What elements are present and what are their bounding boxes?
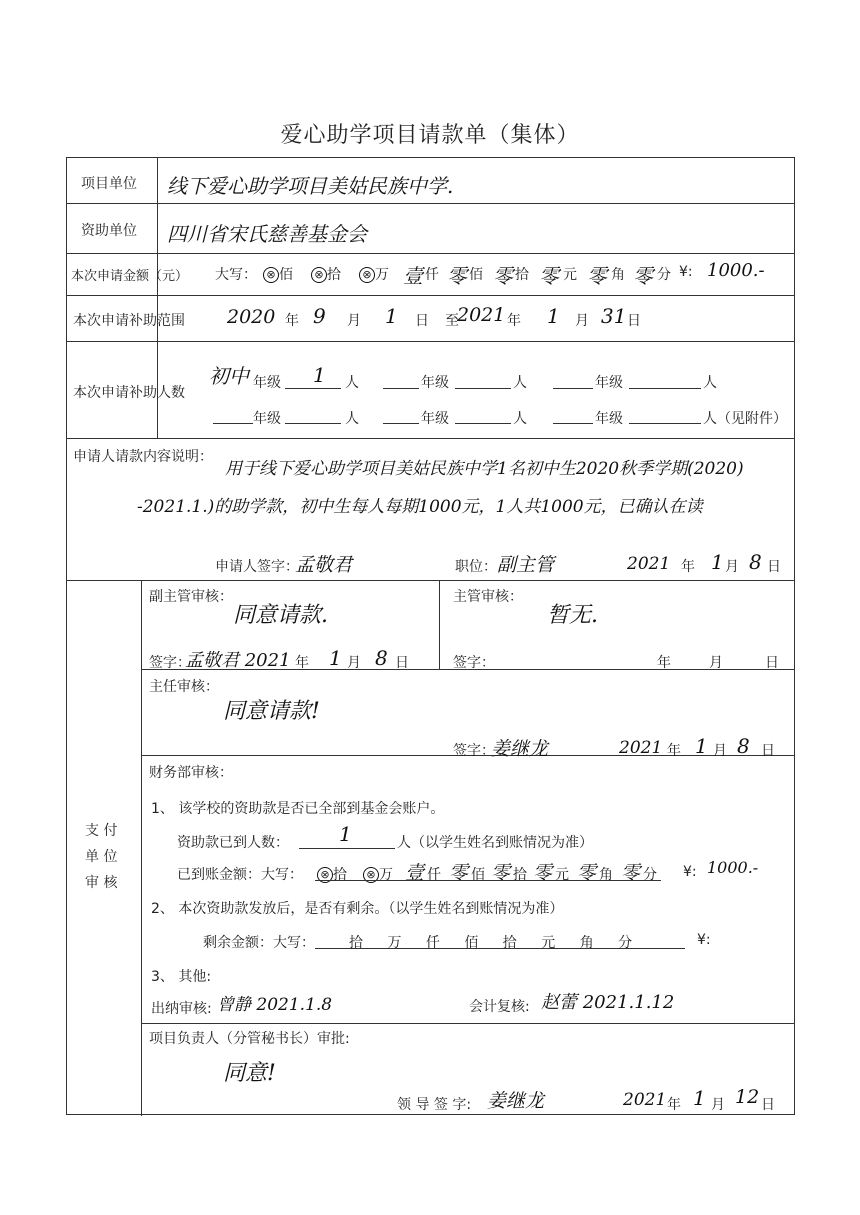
- label-accountant: 会计复核:: [469, 999, 530, 1015]
- hw-grade-1: 初中: [209, 364, 249, 388]
- hw-amt-shi: 零: [493, 264, 513, 288]
- supervisor-month: 月: [709, 655, 723, 671]
- underline: [299, 848, 395, 849]
- underline: [553, 423, 593, 424]
- hw-recv-fen: 零: [621, 862, 641, 884]
- hw-applicant-sign: 孟敬君: [295, 554, 353, 576]
- recv-circ-wan: ⊗ 万: [363, 864, 393, 884]
- amount-shi-label: 拾: [515, 267, 529, 283]
- hw-amt-fen: 零: [633, 264, 653, 288]
- underline: [629, 388, 701, 389]
- request-form: [66, 157, 795, 1115]
- received-people-note: 人（以学生姓名到账情况为准）: [397, 835, 593, 851]
- hw-director-sign: 姜继龙: [491, 738, 549, 760]
- amount-bai-label: 佰: [469, 267, 483, 283]
- hw-cashier: 曾静 2021.1.8: [217, 995, 333, 1015]
- row-divider: [141, 1023, 794, 1024]
- label-deputy-sign: 签字：: [149, 655, 191, 671]
- hw-recv-yuan: 零: [533, 862, 553, 884]
- underline: [213, 423, 253, 424]
- hw-range-d1: 1: [385, 304, 398, 328]
- label-amount: 本次申请金额（元）: [71, 269, 189, 284]
- range-month-2: 月: [575, 313, 589, 329]
- apply-month: 月: [725, 559, 739, 575]
- director-year: 年: [667, 743, 681, 759]
- hw-deputy-sign: 孟敬君 2021: [185, 650, 291, 671]
- count-grade-6: 年级: [595, 411, 623, 427]
- hw-director-m: 1: [695, 734, 708, 758]
- row-divider: [67, 253, 794, 254]
- hw-amt-jiao: 零: [587, 264, 607, 288]
- leader-month: 月: [711, 1097, 725, 1113]
- hw-deputy-d: 8: [375, 646, 388, 670]
- finance-q3: 3、 其他:: [151, 969, 212, 985]
- recv-circ-shi: ⊗ 拾: [317, 864, 347, 884]
- hw-project-unit: 线下爱心助学项目美姑民族中学.: [167, 174, 454, 198]
- hw-director-y: 2021: [619, 738, 663, 758]
- amount-jiao-label: 角: [611, 267, 625, 283]
- amount-qian-label: 仟: [425, 267, 439, 283]
- recv-bai-label: 佰: [471, 867, 485, 883]
- hw-position: 副主管: [497, 554, 555, 576]
- hw-explain-2: -2021.1.)的助学款，初中生每人每期1000元，1人共1000元，已确认在读: [137, 497, 703, 517]
- underline: [455, 423, 511, 424]
- hw-range-y2: 2021: [457, 304, 506, 326]
- leader-year: 年: [667, 1097, 681, 1113]
- recv-yuan-label: 元: [555, 867, 569, 883]
- label-deputy-review: 副主管审核：: [149, 589, 233, 605]
- count-person-5: 人: [513, 411, 527, 427]
- row-divider: [67, 203, 794, 204]
- count-person-3: 人: [703, 375, 717, 391]
- label-explain: 申请人请款内容说明：: [73, 449, 213, 465]
- recv-yen: ¥:: [683, 864, 697, 880]
- recv-fen-label: 分: [643, 867, 657, 883]
- hw-recv-people: 1: [339, 822, 352, 846]
- label-director-review: 主任审核：: [149, 679, 219, 695]
- supervisor-year: 年: [657, 655, 671, 671]
- hw-apply-d: 8: [749, 550, 762, 574]
- label-cashier: 出纳审核:: [151, 1001, 212, 1017]
- finance-q2: 2、 本次资助款发放后，是否有剩余。（以学生姓名到账情况为准）: [151, 901, 564, 917]
- finance-q1: 1、 该学校的资助款是否已全部到基金会账户。: [151, 801, 445, 817]
- label-received-amount: 已到账金额：大写：: [177, 867, 303, 883]
- director-month: 月: [713, 743, 727, 759]
- hw-range-y1: 2020: [227, 306, 276, 328]
- hw-explain-1: 用于线下爱心助学项目美姑民族中学1名初中生2020秋季学期(2020): [225, 459, 744, 479]
- hw-range-d2: 31: [601, 304, 627, 328]
- hw-deputy-comment: 同意请款.: [233, 603, 328, 628]
- label-supervisor-review: 主管审核：: [453, 589, 523, 605]
- label-applicant-sign: 申请人签字：: [215, 559, 299, 575]
- range-month-1: 月: [347, 313, 361, 329]
- apply-day: 日: [767, 559, 781, 575]
- label-project-unit: 项目单位: [81, 176, 137, 192]
- label-range: 本次申请补助范围: [73, 313, 185, 329]
- underline: [285, 388, 341, 389]
- hw-funding-unit: 四川省宋氏慈善基金会: [167, 222, 367, 246]
- label-leader-approval: 项目负责人（分管秘书长）审批:: [149, 1031, 350, 1047]
- underline: [383, 423, 419, 424]
- row-divider: [67, 341, 794, 342]
- underline: [315, 880, 661, 881]
- recv-shi-label: 拾: [513, 867, 527, 883]
- range-to: 至: [445, 313, 459, 329]
- deputy-day: 日: [395, 655, 409, 671]
- remain-units: 拾 万 仟 佰 拾 元 角 分: [349, 935, 633, 951]
- underline: [285, 423, 341, 424]
- hw-count-1: 1: [313, 363, 326, 387]
- apply-year: 年: [681, 559, 695, 575]
- hw-recv-num: 1000.-: [707, 858, 759, 877]
- amount-yuan-label: 元: [563, 267, 577, 283]
- amount-shi-group: ⊗ 拾: [311, 264, 341, 284]
- director-day: 日: [761, 743, 775, 759]
- hw-leader-y: 2021: [623, 1090, 667, 1110]
- row-divider: [67, 295, 794, 296]
- deputy-month: 月: [347, 655, 361, 671]
- count-grade-5: 年级: [421, 411, 449, 427]
- count-grade-4: 年级: [253, 411, 281, 427]
- deputy-year: 年: [295, 655, 309, 671]
- hw-leader-d: 12: [735, 1086, 760, 1108]
- hw-director-d: 8: [737, 734, 750, 758]
- hw-range-m2: 1: [547, 304, 560, 328]
- hw-amt-num: 1000.-: [707, 260, 765, 281]
- hw-apply-y: 2021: [627, 554, 671, 574]
- count-person-4: 人: [345, 411, 359, 427]
- side-label-pay-unit: 支 付 单 位 审 核: [85, 823, 118, 891]
- label-director-sign: 签字：: [453, 743, 495, 759]
- hw-amt-bai: 零: [447, 264, 467, 288]
- amount-daxie: 大写：: [215, 267, 257, 283]
- hw-amt-qian: 壹: [403, 264, 423, 288]
- count-person-attach: 人（见附件）: [703, 411, 787, 427]
- remain-yen: ¥:: [697, 932, 711, 948]
- underline: [553, 388, 593, 389]
- hw-supervisor-comment: 暂无.: [547, 603, 598, 628]
- range-day-1: 日: [415, 313, 429, 329]
- count-grade-1: 年级: [253, 375, 281, 391]
- hw-recv-bai: 零: [449, 862, 469, 884]
- label-finance-review: 财务部审核：: [149, 765, 233, 781]
- hw-director-comment: 同意请款!: [223, 699, 320, 724]
- hw-leader-m: 1: [693, 1086, 706, 1110]
- amount-bai-group: ⊗ 佰: [263, 264, 293, 284]
- hw-deputy-m: 1: [329, 646, 342, 670]
- label-count: 本次申请补助人数: [73, 385, 185, 401]
- label-supervisor-sign: 签字：: [453, 655, 495, 671]
- row-divider: [67, 580, 794, 581]
- count-person-2: 人: [513, 375, 527, 391]
- hw-range-m1: 9: [313, 304, 326, 328]
- count-grade-3: 年级: [595, 375, 623, 391]
- label-position: 职位：: [455, 559, 497, 575]
- amount-fen-label: 分: [657, 267, 671, 283]
- hw-recv-qian: 壹: [405, 862, 425, 884]
- hw-recv-jiao: 零: [577, 862, 597, 884]
- recv-jiao-label: 角: [599, 867, 613, 883]
- label-funding-unit: 资助单位: [81, 223, 137, 239]
- col-divider: [141, 580, 142, 1116]
- row-divider: [67, 438, 794, 439]
- label-received-people: 资助款已到人数：: [177, 835, 289, 851]
- hw-leader-comment: 同意!: [223, 1061, 276, 1086]
- count-person-1: 人: [345, 375, 359, 391]
- hw-leader-sign: 姜继龙: [487, 1090, 545, 1112]
- range-year-2: 年: [507, 313, 521, 329]
- form-title: 爱心助学项目请款单（集体）: [280, 123, 580, 148]
- underline: [315, 948, 685, 949]
- hw-accountant: 赵蕾 2021.1.12: [541, 992, 675, 1013]
- range-year-1: 年: [285, 313, 299, 329]
- amount-yen: ¥:: [679, 264, 693, 280]
- hw-recv-shi: 零: [491, 862, 511, 884]
- col-divider: [439, 580, 440, 669]
- underline: [383, 388, 419, 389]
- underline: [455, 388, 511, 389]
- underline: [629, 423, 701, 424]
- amount-wan-group: ⊗ 万: [359, 264, 389, 284]
- recv-qian-label: 仟: [427, 867, 441, 883]
- leader-day: 日: [761, 1097, 775, 1113]
- range-day-2: 日: [627, 313, 641, 329]
- label-leader-sign: 领 导 签 字:: [397, 1097, 472, 1113]
- label-remain-amount: 剩余金额：大写：: [203, 935, 315, 951]
- supervisor-day: 日: [765, 655, 779, 671]
- hw-apply-m: 1: [711, 550, 724, 574]
- count-grade-2: 年级: [421, 375, 449, 391]
- hw-amt-yuan: 零: [539, 264, 559, 288]
